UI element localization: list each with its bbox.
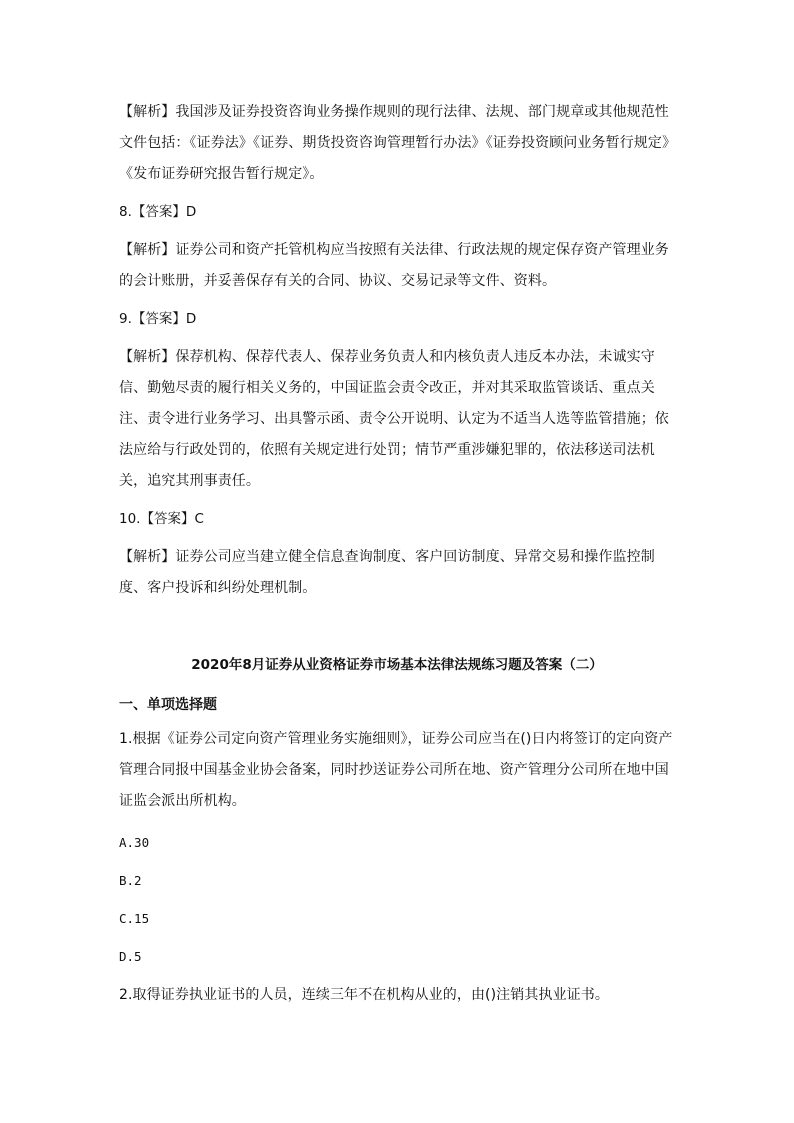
analysis-paragraph-7: 【解析】我国涉及证券投资咨询业务操作规则的现行法律、法规、部门规章或其他规范性文件包括：《证券法》《证券、期货投资咨询管理暂行办法》《证券投资顾问业务暂行规定》《发布证券研究报告暂行规定》。 bbox=[119, 104, 670, 182]
question-1-option-c: C.15 bbox=[119, 911, 150, 926]
question-1-option-d: D.5 bbox=[119, 949, 142, 964]
answer-8: 8.【答案】D bbox=[119, 204, 197, 220]
question-1-option-b: B.2 bbox=[119, 873, 142, 888]
question-1-option-a: A.30 bbox=[119, 835, 150, 850]
analysis-paragraph-9: 【解析】保荐机构、保荐代表人、保荐业务负责人和内核负责人违反本办法，未诚实守信、勤勉尽责的履行相关义务的，中国证监会责令改正，并对其采取监管谈话、重点关注、责令进行业务学习、出具警示函、责令公开说明、认定为不适当人选等监管措施；依法应给与行政处罚的，依照有关规定进行处罚；情节严重涉嫌犯罪的，依法移送司法机关，追究其刑事责任。 bbox=[119, 349, 669, 489]
answer-10: 10.【答案】C bbox=[119, 511, 204, 527]
question-block bbox=[119, 724, 675, 1003]
question-2: 2.取得证券执业证书的人员，连续三年不在机构从业的，由()注销其执业证书。 bbox=[119, 987, 609, 1003]
analysis-paragraph-10: 【解析】证券公司应当建立健全信息查询制度、客户回访制度、异常交易和操作监控制度、客户投诉和纠纷处理机制。 bbox=[119, 549, 655, 596]
section-heading: 一、单项选择题 bbox=[119, 697, 217, 713]
answer-9: 9.【答案】D bbox=[119, 311, 197, 327]
section-title: 2020年8月证券从业资格证券市场基本法律法规练习题及答案（二） bbox=[191, 657, 603, 673]
analysis-paragraph-8: 【解析】证券公司和资产托管机构应当按照有关法律、行政法规的规定保存资产管理业务的会计账册，并妥善保存有关的合同、协议、交易记录等文件、资料。 bbox=[119, 242, 669, 289]
document-content bbox=[119, 97, 675, 604]
question-1: 1.根据《证券公司定向资产管理业务实施细则》，证券公司应当在()日内将签订的定向资产管理合同报中国基金业协会备案，同时抄送证券公司所在地、资产管理分公司所在地中国证监会派出所机构。 bbox=[119, 731, 673, 809]
